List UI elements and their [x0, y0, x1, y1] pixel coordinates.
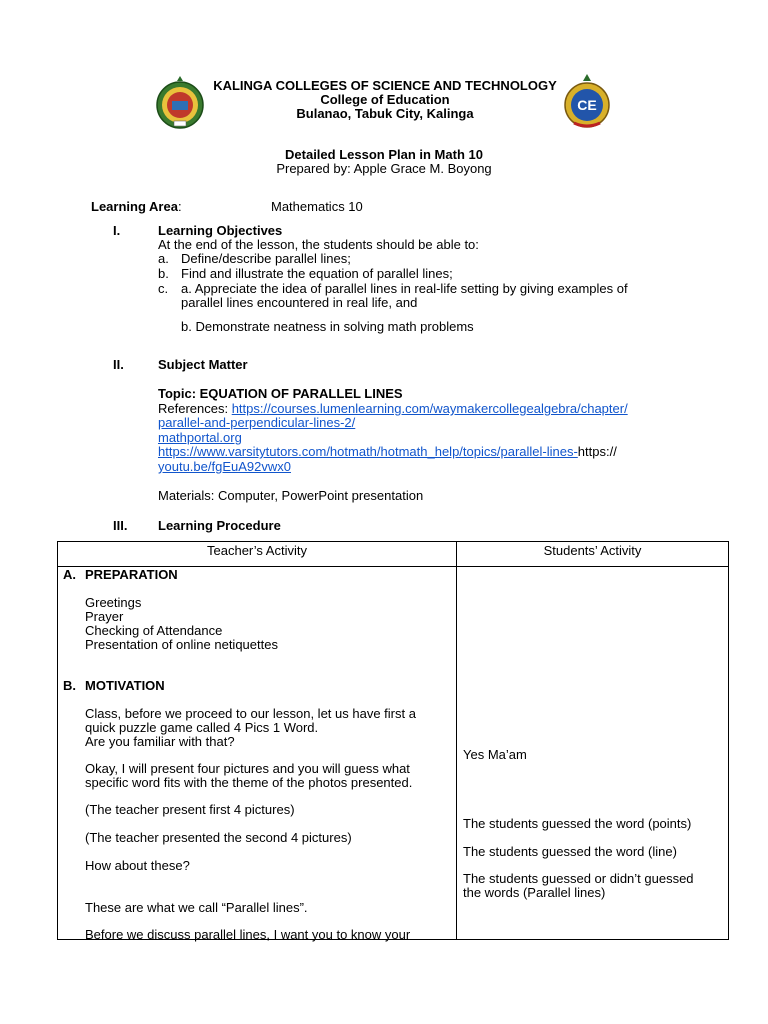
prep-marker: A.: [63, 567, 76, 582]
learning-procedure-table: [57, 541, 729, 940]
learning-area-colon: :: [177, 199, 182, 214]
teacher-line: Before we discuss parallel lines, I want you to know your: [85, 927, 411, 942]
objective-a-marker: a.: [158, 251, 169, 266]
objective-b-text: Find and illustrate the equation of parallel lines;: [181, 266, 453, 281]
topic: Topic: EQUATION OF PARALLEL LINES: [158, 386, 403, 401]
prep-item: Prayer: [85, 609, 124, 624]
reference-link-1[interactable]: https://courses.lumenlearning.com/waymakercollegealgebra/chapter/: [231, 401, 628, 416]
motivation-marker: B.: [63, 678, 76, 693]
objective-c-continuation: parallel lines encountered in real life, and: [181, 295, 418, 310]
objective-c-text: a. Appreciate the idea of parallel lines in real-life setting by giving examples of: [181, 281, 628, 296]
teacher-activity-cell: [58, 567, 457, 940]
objective-b-marker: b.: [158, 266, 169, 281]
document-title: Detailed Lesson Plan in Math 10: [285, 147, 483, 162]
students-activity-header: [457, 542, 729, 567]
teacher-line: These are what we call “Parallel lines”.: [85, 900, 308, 915]
student-line: The students guessed the word (points): [463, 816, 692, 831]
prep-item: Checking of Attendance: [85, 623, 223, 638]
learning-area-label: [91, 199, 182, 214]
objective-c-b: b. Demonstrate neatness in solving math problems: [181, 319, 474, 334]
student-line: The students guessed the word (line): [463, 844, 677, 859]
reference-link-1-cont[interactable]: parallel-and-perpendicular-lines-2/: [158, 415, 356, 430]
student-line: the words (Parallel lines): [463, 885, 606, 900]
teacher-activity-header-text: Teacher’s Activity: [207, 543, 307, 558]
section1-number: I.: [113, 223, 121, 238]
student-line: Yes Ma’am: [463, 747, 527, 762]
teacher-line: Are you familiar with that?: [85, 734, 235, 749]
reference-link-2[interactable]: mathportal.org: [158, 430, 242, 445]
teacher-line: specific word fits with the theme of the photos presented.: [85, 775, 413, 790]
students-activity-header-text: Students’ Activity: [543, 543, 642, 558]
students-activity-cell: [457, 567, 729, 940]
motivation-heading: MOTIVATION: [85, 678, 165, 693]
section2-heading: Subject Matter: [158, 357, 248, 372]
prep-item: Presentation of online netiquettes: [85, 637, 278, 652]
table-row: [58, 567, 729, 940]
references-line-4: [158, 444, 617, 459]
prep-heading: PREPARATION: [85, 567, 178, 582]
references-label: References:: [158, 401, 232, 416]
teacher-line: (The teacher presented the second 4 pictures): [85, 830, 352, 845]
teacher-line: How about these?: [85, 858, 190, 873]
teacher-line: Okay, I will present four pictures and you will guess what: [85, 761, 410, 776]
student-line: The students guessed or didn’t guessed: [463, 871, 694, 886]
teacher-line: (The teacher present first 4 pictures): [85, 802, 295, 817]
section1-heading: Learning Objectives: [158, 223, 283, 238]
section1-intro: At the end of the lesson, the students should be able to:: [158, 237, 479, 252]
section3-heading: Learning Procedure: [158, 518, 281, 533]
learning-area-value: Mathematics 10: [271, 199, 363, 214]
svg-text:CE: CE: [577, 97, 597, 113]
objective-c-marker: c.: [158, 281, 169, 296]
reference-link-3[interactable]: https://www.varsitytutors.com/hotmath/hotmath_help/topics/parallel-lines-: [158, 444, 578, 459]
materials: Materials: Computer, PowerPoint presentation: [158, 488, 424, 503]
references-line-1: [158, 401, 628, 416]
teacher-line: Class, before we proceed to our lesson, let us have first a: [85, 706, 416, 721]
section2-number: II.: [113, 357, 124, 372]
section3-number: III.: [113, 518, 128, 533]
prep-item: Greetings: [85, 595, 142, 610]
college-name: College of Education: [320, 92, 450, 107]
teacher-activity-header: [58, 542, 457, 567]
learning-area-label-text: Learning Area: [91, 199, 178, 214]
objective-a-text: Define/describe parallel lines;: [181, 251, 351, 266]
school-address: Bulanao, Tabuk City, Kalinga: [296, 106, 474, 121]
school-name: KALINGA COLLEGES OF SCIENCE AND TECHNOLOGY: [213, 78, 557, 93]
prepared-by: Prepared by: Apple Grace M. Boyong: [276, 161, 492, 176]
reference-link-4[interactable]: youtu.be/fgEuA92vwx0: [158, 459, 291, 474]
teacher-line: quick puzzle game called 4 Pics 1 Word.: [85, 720, 319, 735]
table-header-row: [58, 542, 729, 567]
reference-link-4-start[interactable]: https://: [577, 444, 617, 459]
